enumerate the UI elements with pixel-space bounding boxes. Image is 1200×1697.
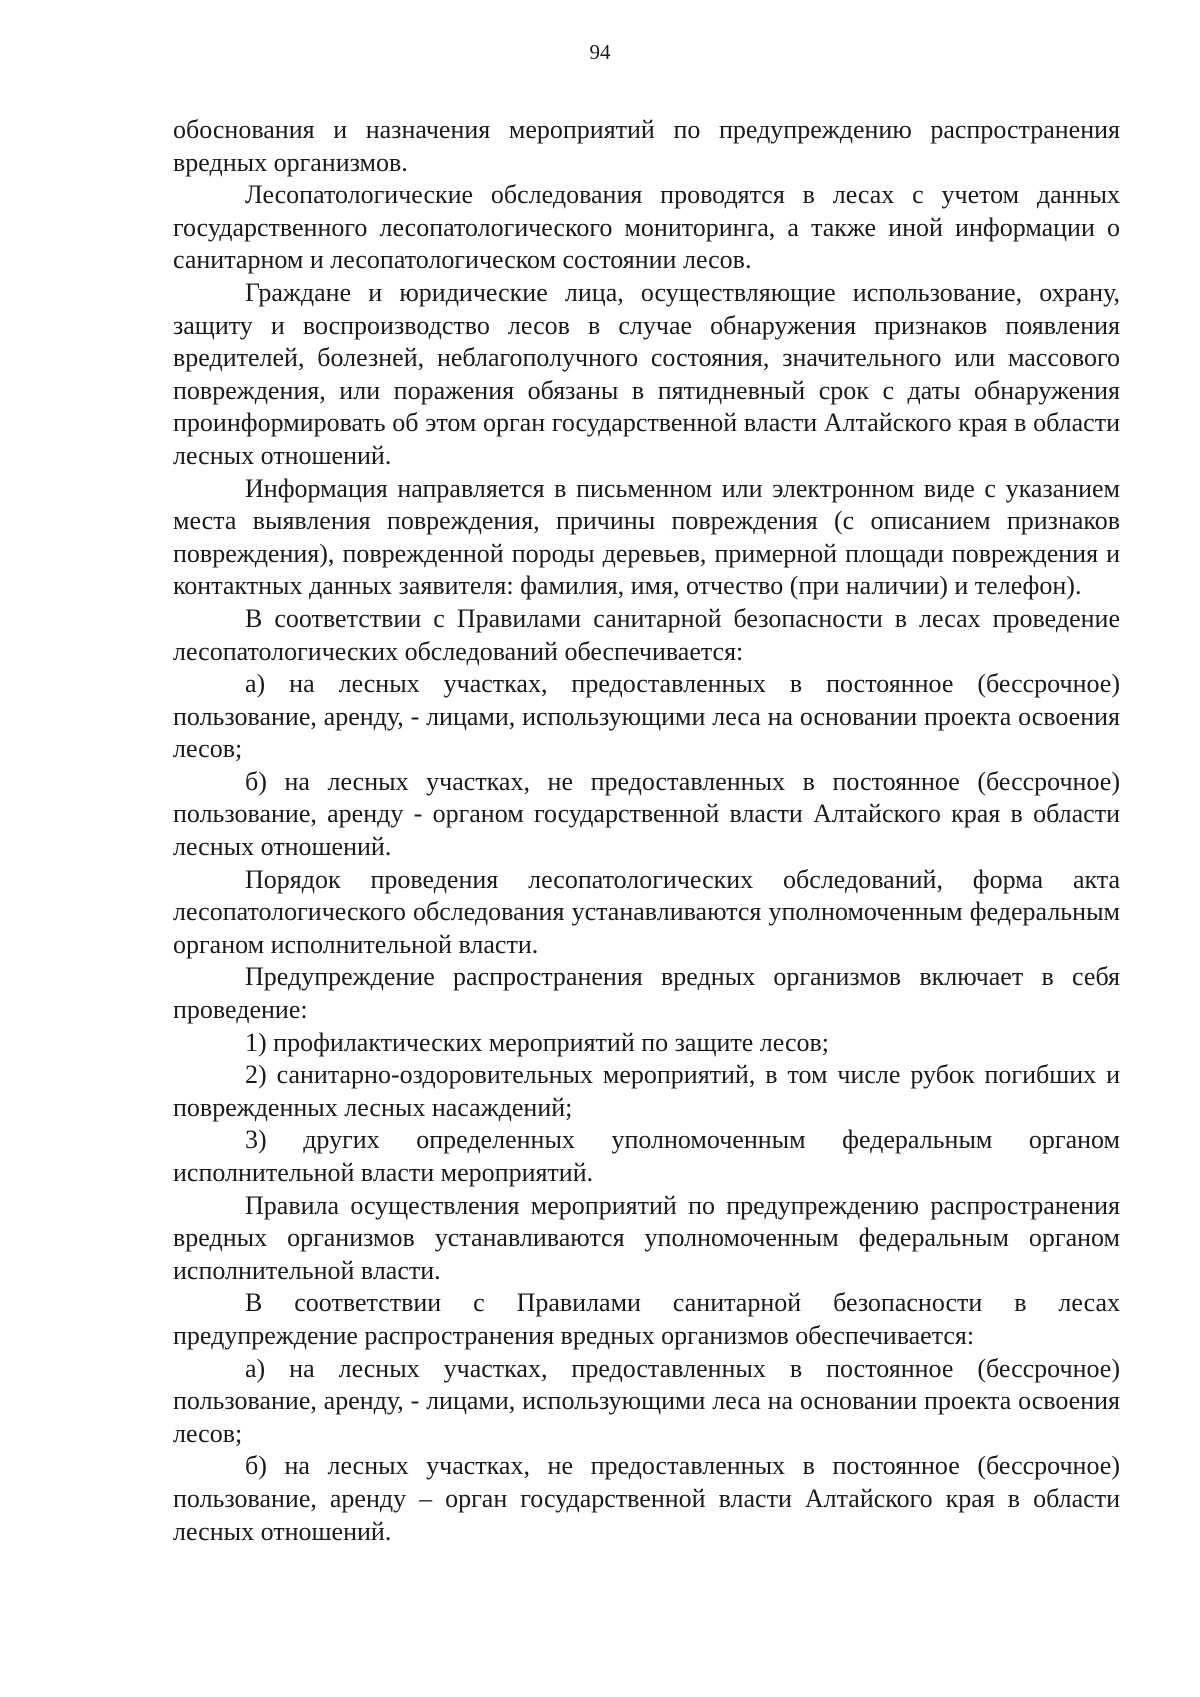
paragraph-6: Порядок проведения лесопатологических обследований, форма акта лесопатологического обследования устанавливаются уполномоченным федеральным органом исполнительной власти. (173, 864, 1120, 959)
list-item-b-1: б) на лесных участках, не предоставленных в постоянное (бессрочное) пользование, аренду - органом государственной власти Алтайского края в области лесных отношений. (173, 766, 1120, 862)
paragraph-3: Граждане и юридические лица, осуществляющие использование, охрану, защиту и воспроизводство лесов в случае обнаружения признаков появления вредителей, болезней, неблагополучного состояния, значительного или массового повреждения, или поражения обязаны в пятидневный срок с даты обнаружения проинформировать об этом орган государственной власти Алтайского края в области лесных отношений. (173, 277, 1120, 470)
list-item-2: 2) санитарно-оздоровительных мероприятий, в том числе рубок погибших и поврежденных лесных насаждений; (173, 1060, 1120, 1122)
paragraph-2: Лесопатологические обследования проводятся в лесах с учетом данных государственного лесопатологического мониторинга, а также иной информации о санитарном и лесопатологическом состоянии лесов. (173, 180, 1120, 275)
paragraph-7: Предупреждение распространения вредных организмов включает в себя проведение: (173, 962, 1120, 1025)
list-item-b-2: б) на лесных участках, не предоставленных в постоянное (бессрочное) пользование, аренду – орган государственной власти Алтайского края в области лесных отношений. (173, 1451, 1120, 1546)
paragraph-9: В соответствии с Правилами санитарной безопасности в лесах предупреждение распространения вредных организмов обеспечивается: (173, 1288, 1120, 1350)
list-item-3: 3) других определенных уполномоченным федеральным органом исполнительной власти мероприятий. (173, 1125, 1120, 1187)
page-number: 94 (589, 40, 611, 64)
paragraph-8: Правила осуществления мероприятий по предупреждению распространения вредных организмов устанавливаются уполномоченным федеральным органом исполнительной власти. (173, 1190, 1120, 1285)
paragraph-1: обоснования и назначения мероприятий по предупреждению распространения вредных организмов. (173, 115, 1120, 177)
document-body (173, 114, 1120, 1548)
list-item-1: 1) профилактических мероприятий по защите лесов; (245, 1027, 829, 1057)
list-item-a-1: а) на лесных участках, предоставленных в постоянное (бессрочное) пользование, аренду, - лицами, использующими леса на основании проекта освоения лесов; (173, 669, 1120, 764)
paragraph-5: В соответствии с Правилами санитарной безопасности в лесах проведение лесопатологических обследований обеспечивается: (173, 603, 1120, 666)
list-item-a-2: а) на лесных участках, предоставленных в постоянное (бессрочное) пользование, аренду, - лицами, использующими леса на основании проекта освоения лесов; (173, 1353, 1120, 1448)
paragraph-4: Информация направляется в письменном или электронном виде с указанием места выявления повреждения, причины повреждения (с описанием признаков повреждения), поврежденной породы деревьев, примерной площади повреждения и контактных данных заявителя: фамилия, имя, отчество (при наличии) и телефон). (173, 473, 1120, 601)
